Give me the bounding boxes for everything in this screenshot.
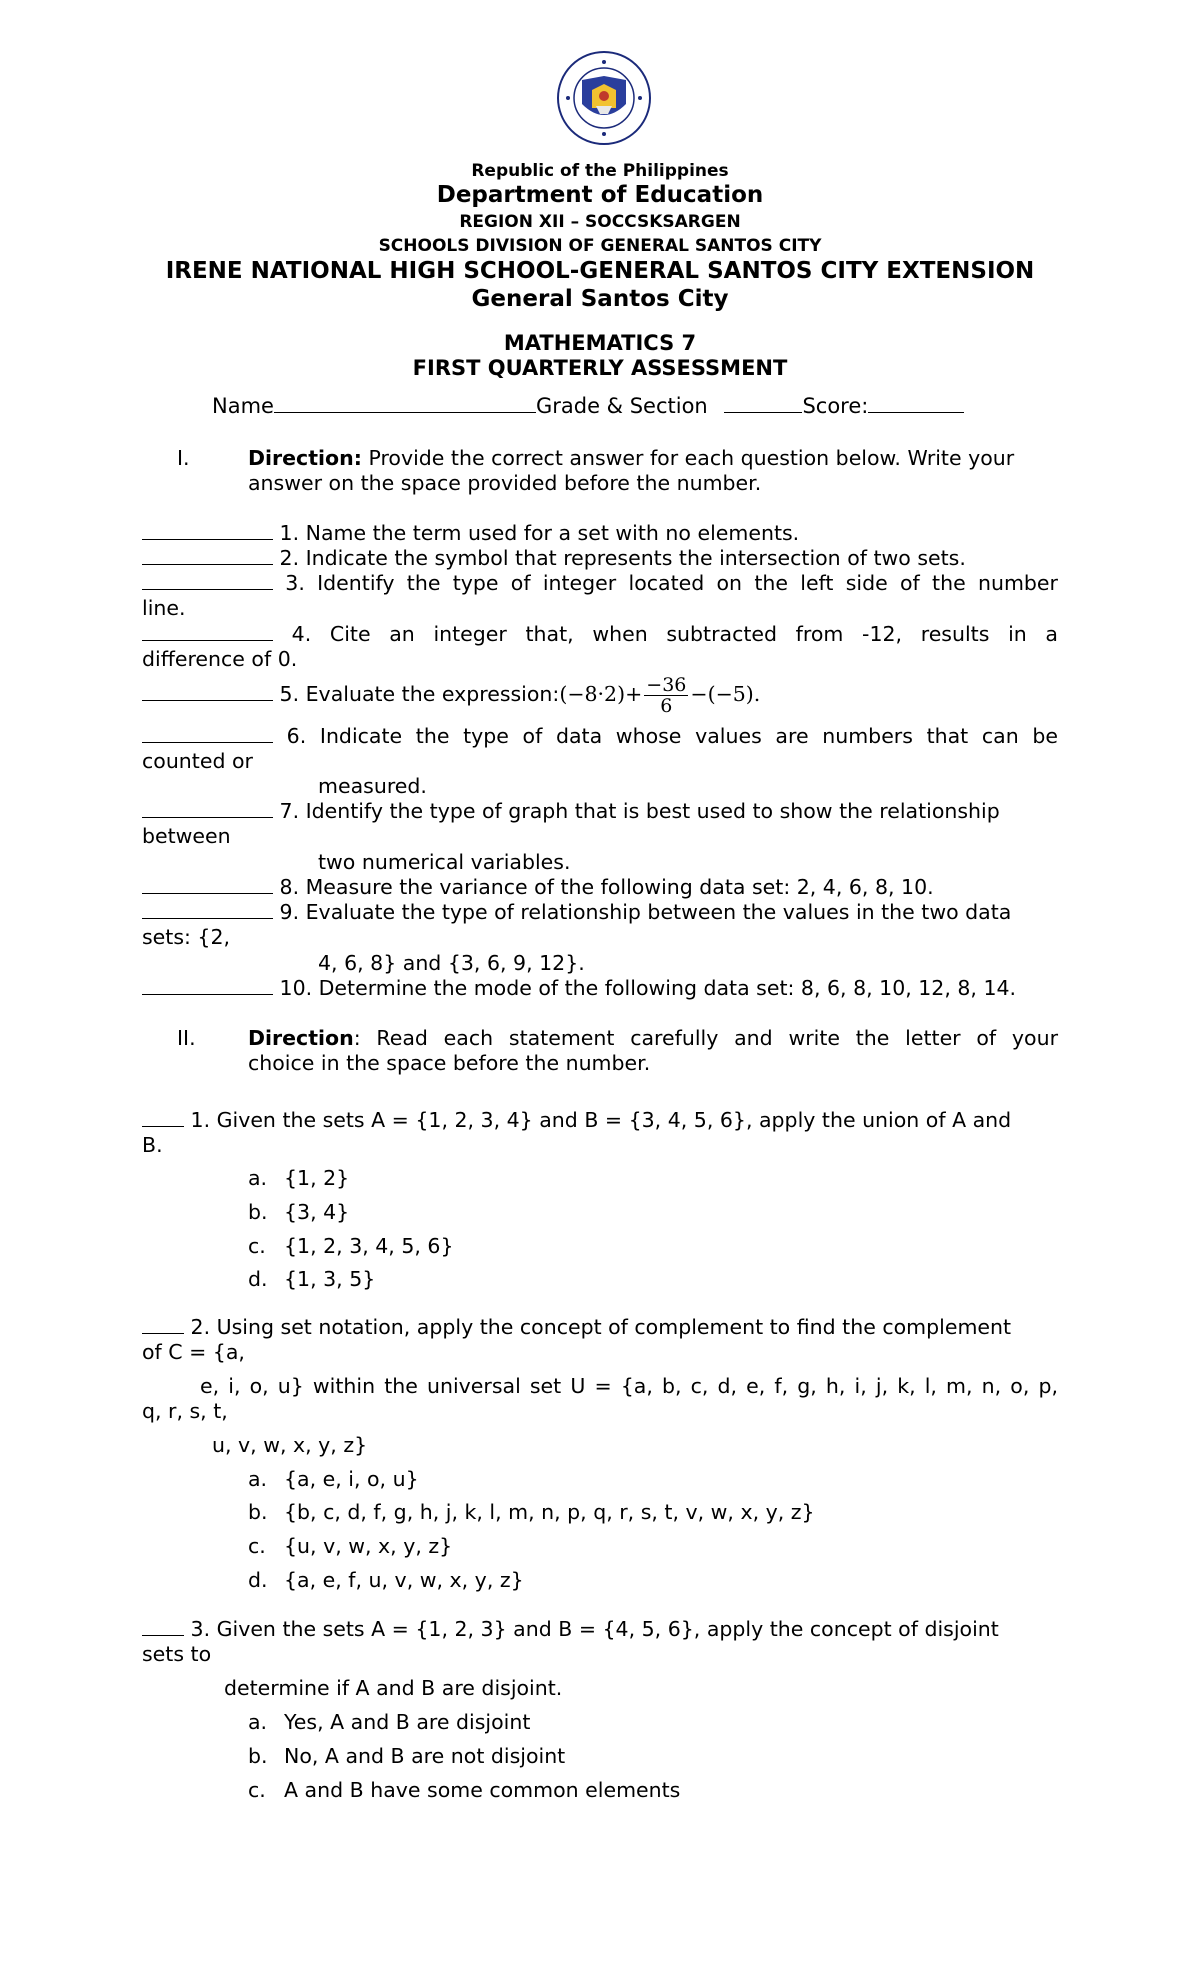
option-2c[interactable]: c. {u, v, w, x, y, z} xyxy=(248,1534,453,1558)
part1-numeral: I. xyxy=(177,446,190,470)
deped-seal-logo xyxy=(556,50,652,146)
part1-question-3-cont: line. xyxy=(142,596,186,620)
part1-question-8: 8. Measure the variance of the following data set: 2, 4, 6, 8, 10. xyxy=(142,875,934,899)
part1-question-6: 6. Indicate the type of data whose values are numbers that can be xyxy=(142,724,1058,748)
part2-question-2-cont: of C = {a, xyxy=(142,1340,245,1364)
part1-direction-text: Provide the correct answer for each question below. Write your xyxy=(361,446,1015,470)
part1-direction-text-2: answer on the space provided before the number. xyxy=(248,471,762,495)
option-2d[interactable]: d. {a, e, f, u, v, w, x, y, z} xyxy=(248,1568,524,1592)
part2-question-2-cont2: e, i, o, u} within the universal set U = {a, b, c, d, e, f, g, h, i, j, k, l, m, n, o, p, xyxy=(200,1374,1058,1398)
answer-blank-7[interactable] xyxy=(142,799,273,818)
student-info-row xyxy=(212,394,964,418)
part1-direction xyxy=(248,446,1058,470)
part2-direction-label: Direction xyxy=(248,1026,354,1050)
option-2a[interactable]: a. {a, e, i, o, u} xyxy=(248,1467,419,1491)
option-1d[interactable]: d. {1, 3, 5} xyxy=(248,1267,376,1291)
part1-question-10: 10. Determine the mode of the following data set: 8, 6, 8, 10, 12, 8, 14. xyxy=(142,976,1016,1000)
subject-title: MATHEMATICS 7 xyxy=(503,331,697,355)
answer-blank-8[interactable] xyxy=(142,875,273,894)
part1-question-4: 4. Cite an integer that, when subtracted from -12, results in a xyxy=(142,622,1058,646)
part1-question-3: 3. Identify the type of integer located on the left side of the number xyxy=(142,571,1058,595)
option-1a[interactable]: a. {1, 2} xyxy=(248,1166,350,1190)
answer-blank-5[interactable] xyxy=(142,682,273,701)
grade-section-field[interactable] xyxy=(724,394,802,413)
answer-blank-1[interactable] xyxy=(142,521,273,540)
part1-question-2: 2. Indicate the symbol that represents the intersection of two sets. xyxy=(142,546,966,570)
score-label: Score: xyxy=(802,394,869,418)
part1-question-9: 9. Evaluate the type of relationship between the values in the two data xyxy=(142,900,1011,924)
exam-title: FIRST QUARTERLY ASSESSMENT xyxy=(412,356,788,380)
option-1c[interactable]: c. {1, 2, 3, 4, 5, 6} xyxy=(248,1234,454,1258)
part2-direction-text-2: choice in the space before the number. xyxy=(248,1051,651,1075)
option-1b[interactable]: b. {3, 4} xyxy=(248,1200,350,1224)
part1-question-9-cont2: 4, 6, 8} and {3, 6, 9, 12}. xyxy=(318,951,585,975)
grade-section-label: Grade & Section xyxy=(535,394,708,418)
part2-question-3: 3. Given the sets A = {1, 2, 3} and B = {4, 5, 6}, apply the concept of disjoint xyxy=(142,1617,999,1641)
choice-blank-3[interactable] xyxy=(142,1617,184,1636)
part1-question-9-cont: sets: {2, xyxy=(142,925,231,949)
option-3c[interactable]: c. A and B have some common elements xyxy=(248,1778,681,1802)
part1-question-5: 5. Evaluate the expression:(−8·2)+ $\frac{-36}{6}$ −(−5). xyxy=(142,672,760,716)
part1-question-7-cont: between xyxy=(142,824,231,848)
answer-blank-6[interactable] xyxy=(142,724,273,743)
part2-question-2-cont3: q, r, s, t, xyxy=(142,1399,228,1423)
option-2b[interactable]: b. {b, c, d, f, g, h, j, k, l, m, n, p, q, r, s, t, v, w, x, y, z} xyxy=(248,1500,815,1524)
part1-direction-label: Direction: xyxy=(248,446,362,470)
score-field[interactable] xyxy=(868,394,964,413)
option-3b[interactable]: b. No, A and B are not disjoint xyxy=(248,1744,566,1768)
part1-question-7: 7. Identify the type of graph that is best used to show the relationship xyxy=(142,799,1000,823)
part1-question-6-cont: counted or xyxy=(142,749,253,773)
choice-blank-2[interactable] xyxy=(142,1315,184,1334)
city-line: General Santos City xyxy=(471,286,729,312)
expression-fraction: $\frac{-36}{6}$ xyxy=(646,673,687,717)
department-line: Department of Education xyxy=(436,182,764,208)
part2-question-1: 1. Given the sets A = {1, 2, 3, 4} and B = {3, 4, 5, 6}, apply the union of A and xyxy=(142,1108,1011,1132)
republic-line: Republic of the Philippines xyxy=(471,161,729,181)
expression-part-b: −(−5). xyxy=(690,682,761,706)
part2-question-2: 2. Using set notation, apply the concept of complement to find the complement xyxy=(142,1315,1011,1339)
answer-blank-2[interactable] xyxy=(142,546,273,565)
part2-numeral: II. xyxy=(177,1026,196,1050)
school-name: IRENE NATIONAL HIGH SCHOOL-GENERAL SANTOS CITY EXTENSION xyxy=(165,258,1035,284)
answer-blank-10[interactable] xyxy=(142,976,273,995)
part2-direction: Direction: Read each statement carefully and write the letter of your xyxy=(248,1026,1058,1050)
expression-part-a: (−8·2)+ xyxy=(559,682,643,706)
part2-question-1-cont: B. xyxy=(142,1133,163,1157)
answer-blank-9[interactable] xyxy=(142,900,273,919)
part2-question-3-cont: sets to xyxy=(142,1642,212,1666)
name-field[interactable] xyxy=(274,394,536,413)
part2-question-3-cont2: determine if A and B are disjoint. xyxy=(224,1676,563,1700)
name-label: Name xyxy=(212,394,274,418)
part1-question-4-cont: difference of 0. xyxy=(142,647,298,671)
division-line: SCHOOLS DIVISION OF GENERAL SANTOS CITY xyxy=(378,236,822,256)
part1-question-1: 1. Name the term used for a set with no elements. xyxy=(142,521,799,545)
part1-question-7-cont2: two numerical variables. xyxy=(318,850,571,874)
answer-blank-4[interactable] xyxy=(142,622,273,641)
part1-question-6-cont2: measured. xyxy=(318,774,427,798)
part2-question-2-cont4: u, v, w, x, y, z} xyxy=(212,1433,368,1457)
choice-blank-1[interactable] xyxy=(142,1108,184,1127)
answer-blank-3[interactable] xyxy=(142,571,273,590)
region-line: REGION XII – SOCCSKSARGEN xyxy=(459,212,741,232)
option-3a[interactable]: a. Yes, A and B are disjoint xyxy=(248,1710,531,1734)
